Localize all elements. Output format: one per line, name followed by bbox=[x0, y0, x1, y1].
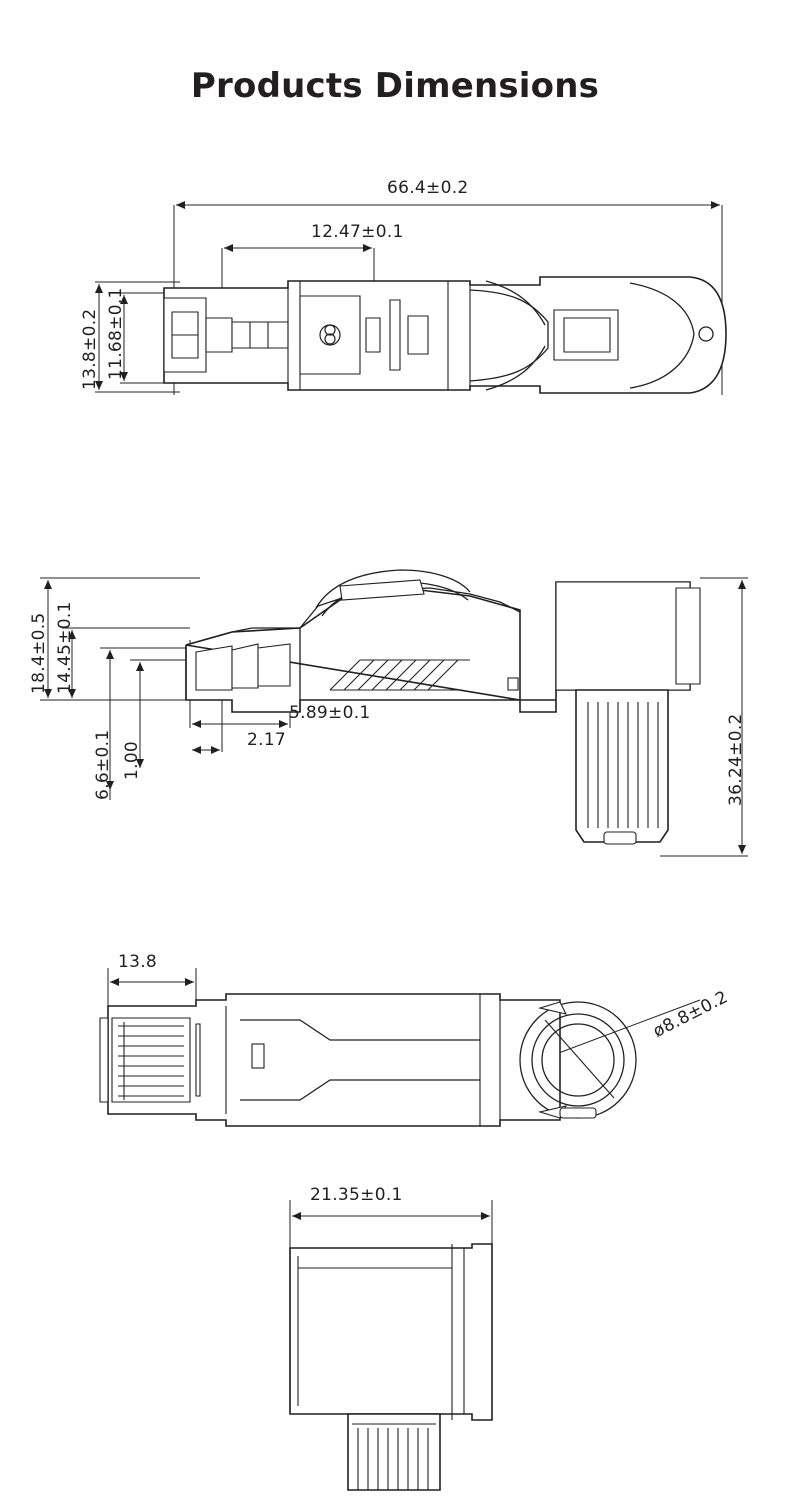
dim-contact-height: 6.6±0.1 bbox=[93, 729, 113, 800]
dim-overall-length: 66.4±0.2 bbox=[387, 178, 469, 198]
view-bottom bbox=[100, 968, 700, 1126]
dim-latch-offset: 5.89±0.1 bbox=[289, 703, 371, 723]
dim-body-width: 21.35±0.1 bbox=[310, 1185, 403, 1205]
dim-step-offset: 2.17 bbox=[247, 730, 287, 750]
dim-latch-length: 12.47±0.1 bbox=[311, 222, 404, 242]
dim-step-height: 1.00 bbox=[122, 740, 142, 780]
view-top bbox=[95, 205, 726, 395]
dim-body-height: 11.68±0.1 bbox=[106, 287, 126, 380]
dim-plug-width: 13.8 bbox=[118, 952, 158, 972]
dim-housing-height: 14.45±0.1 bbox=[55, 601, 75, 694]
page-title: Products Dimensions bbox=[190, 66, 600, 106]
dim-overall-height: 13.8±0.2 bbox=[80, 308, 100, 390]
dim-plug-height: 18.4±0.5 bbox=[29, 612, 49, 694]
dim-strain-relief-length: 36.24±0.2 bbox=[726, 713, 746, 806]
view-side bbox=[40, 570, 748, 856]
dim-cable-entry-diameter: ø8.8±0.2 bbox=[650, 987, 732, 1042]
view-front bbox=[290, 1200, 492, 1490]
